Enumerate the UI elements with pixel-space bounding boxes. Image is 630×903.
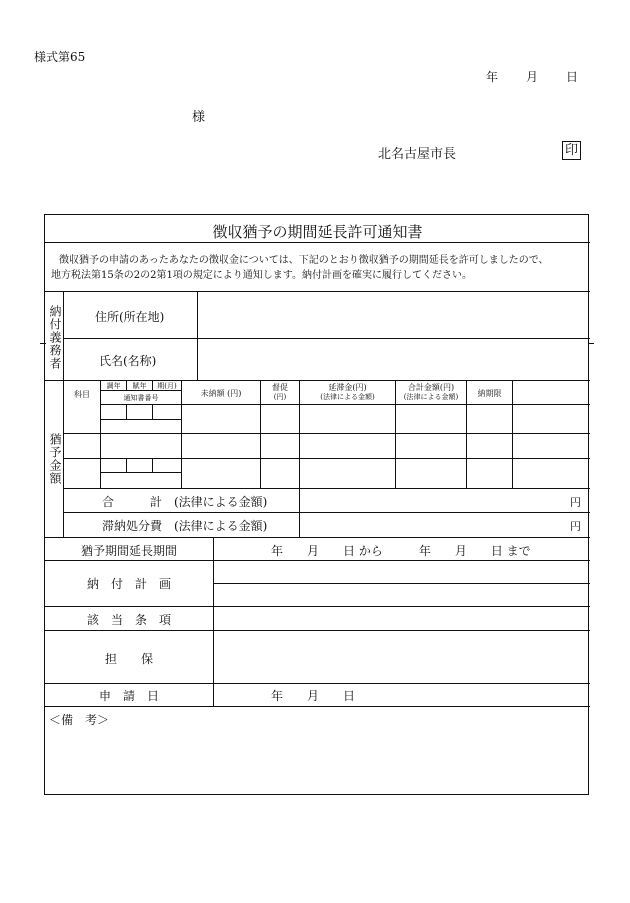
col-delinquency-note: (法律による金額) (320, 393, 375, 401)
disposal-cost-label: 滞納処分費 (法律による金額) (102, 519, 268, 533)
date-day-label: 日 (566, 70, 579, 84)
period-value: 年 月 日 から 年 月 日 まで (271, 544, 531, 558)
col-total-note: (法律による金額) (403, 393, 459, 401)
name-label: 氏名(名称) (99, 354, 157, 368)
application-date-label: 申 請 日 (98, 689, 159, 703)
address-field[interactable] (198, 292, 588, 337)
col-period: 期(月) (157, 382, 177, 390)
sum-yen: 円 (570, 496, 581, 509)
sum-label: 合 計 (法律による金額) (102, 495, 268, 509)
taxpayer-section-label: 納付義務者 (48, 305, 62, 370)
col-notice-no: 通知書番号 (123, 394, 159, 402)
notice-form (44, 214, 589, 795)
col-dunning: 督促 (272, 383, 288, 392)
remarks-label: ＜備 考＞ (49, 713, 110, 727)
form-number: 様式第65 (34, 50, 86, 64)
form-title: 徴収猶予の期間延長許可通知書 (212, 223, 423, 241)
date-year-label: 年 (486, 70, 499, 84)
collateral-label: 担 保 (104, 652, 153, 666)
col-deadline: 納期限 (477, 389, 502, 398)
intro-line-2: 地方税法第15条の2の2第1項の規定により通知します。納付計画を確実に履行してください。 (51, 270, 473, 281)
col-total: 合計金額(円) (407, 383, 455, 392)
addressee-suffix: 様 (192, 110, 206, 125)
issuer-name: 北名古屋市長 (378, 147, 457, 162)
col-assess-year: 賦年 (132, 382, 147, 390)
seal-mark: 印 (562, 141, 581, 160)
date-month-label: 月 (526, 70, 539, 84)
plan-label: 納 付 計 画 (86, 577, 171, 591)
col-delinquency: 延滞金(円) (328, 383, 367, 392)
name-field[interactable] (198, 339, 588, 380)
application-date-value: 年 月 日 (271, 689, 356, 703)
col-tax-year: 調年 (106, 382, 121, 390)
intro-line-1: 徴収猶予の申請のあったあなたの徴収金については、下記のとおり徴収猶予の期間延長を許可しましたので、 (59, 255, 549, 266)
period-label: 猶予期間延長期間 (80, 544, 177, 558)
address-label: 住所(所在地) (95, 310, 165, 324)
remarks-field[interactable] (49, 729, 584, 789)
disposal-yen: 円 (570, 520, 581, 533)
col-subject: 科目 (74, 390, 90, 399)
amount-section-label: 猶予金額 (48, 433, 62, 485)
col-unpaid: 未納額 (円) (200, 389, 242, 398)
col-dunning-unit: (円) (273, 393, 287, 401)
clause-label: 該 当 条 項 (86, 613, 171, 627)
